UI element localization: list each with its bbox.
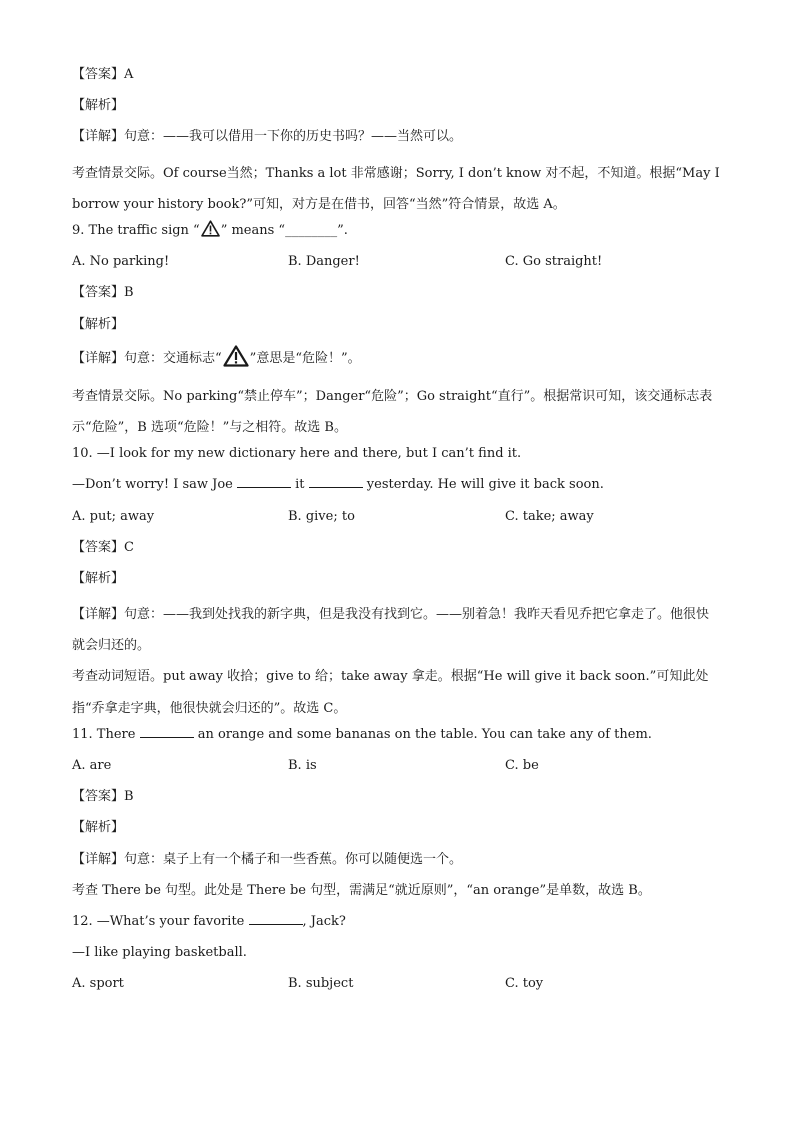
q11-stem — [72, 724, 722, 755]
detail-tag: 【详解】 — [72, 350, 125, 366]
option-a: A. sport — [72, 976, 124, 992]
q10-options — [72, 506, 722, 537]
answer-tag: 【答案】 — [72, 789, 125, 805]
q9-detail-prefix: 句意：交通标志“ — [124, 350, 222, 366]
answer-tag: 【答案】 — [72, 285, 125, 301]
q10-stem-part: yesterday. He will give it back soon. — [362, 477, 604, 493]
q9-answer-line — [72, 282, 722, 313]
option-b: B. Danger! — [288, 254, 360, 270]
q10-stem-part: —Don’t worry! I saw Joe — [72, 477, 238, 493]
answer-value: A — [124, 67, 134, 82]
answer-blank — [309, 474, 363, 488]
q10-stem-line2 — [72, 474, 722, 505]
q12-stem-line2: —I like playing basketball. — [72, 945, 247, 961]
option-b: B. give; to — [288, 508, 355, 524]
q12-options — [72, 973, 722, 1004]
q11-explanation: 考查 There be 句型。此处是 There be 句型，需满足“就近原则”，“an orange”是单数，故选 B。 — [72, 882, 651, 898]
answer-tag: 【答案】 — [72, 539, 125, 555]
q9-analysis-line — [72, 314, 722, 345]
option-a: A. put; away — [72, 508, 155, 524]
q8-answer-line — [72, 64, 722, 95]
q10-explanation: 考查动词短语。put away 收拾；give to 给；take away 拿走。根据“He will give it back soon.”可知此处指“乔拿走字典，他很快就会归还的”。故选 C。 — [72, 669, 709, 716]
q9-detail-line — [72, 345, 722, 381]
detail-tag: 【详解】 — [72, 607, 125, 623]
q9-stem — [72, 220, 722, 251]
analysis-tag: 【解析】 — [72, 820, 125, 836]
answer-blank — [237, 474, 291, 488]
document-page — [72, 64, 722, 1005]
option-c: C. toy — [505, 976, 544, 992]
analysis-tag: 【解析】 — [72, 316, 125, 332]
option-b: B. subject — [288, 976, 354, 992]
q11-stem-part: 11. There — [72, 726, 140, 742]
warning-triangle-icon — [223, 345, 249, 377]
detail-tag: 【详解】 — [72, 129, 125, 145]
answer-value: C — [124, 539, 134, 555]
q8-detail-line — [72, 126, 722, 157]
q11-detail-line — [72, 849, 722, 880]
option-a: A. No parking! — [72, 254, 170, 270]
option-b: B. is — [288, 758, 317, 774]
q11-answer-line — [72, 786, 722, 817]
q9-options — [72, 251, 722, 282]
q9-detail-suffix: ”意思是“危险！”。 — [249, 350, 361, 366]
q10-stem-line1: 10. —I look for my new dictionary here and there, but I can’t find it. — [72, 446, 522, 462]
q11-analysis-line — [72, 817, 722, 848]
detail-text: 句意：——我到处找我的新字典，但是我没有找到它。——别着急！我昨天看见乔把它拿走了。他很快就会归还的。 — [72, 607, 710, 654]
answer-value: B — [124, 285, 134, 301]
q9-explanation: 考查情景交际。No parking“禁止停车”；Danger“危险”；Go straight“直行”。根据常识可知，该交通标志表示“危险”，B 选项“危险！”与之相符。故选 B。 — [72, 388, 713, 435]
option-c: C. be — [505, 758, 539, 774]
q10-analysis-line — [72, 568, 722, 599]
q12-stem-part: , Jack? — [302, 914, 346, 929]
q10-stem-part: it — [291, 477, 309, 493]
answer-blank — [249, 911, 303, 925]
detail-text: 句意：——我可以借用一下你的历史书吗？——当然可以。 — [124, 129, 463, 145]
analysis-tag: 【解析】 — [72, 570, 125, 586]
q8-analysis-line — [72, 95, 722, 126]
q11-stem-part: an orange and some bananas on the table. You can take any of them. — [193, 726, 652, 742]
option-a: A. are — [72, 758, 112, 774]
detail-tag: 【详解】 — [72, 851, 125, 867]
warning-triangle-icon — [201, 220, 220, 245]
option-c: C. Go straight! — [505, 254, 603, 270]
analysis-tag: 【解析】 — [72, 98, 125, 114]
detail-text: 句意：桌子上有一个橘子和一些香蕉。你可以随便选一个。 — [124, 851, 463, 867]
q9-stem-prefix: 9. The traffic sign “ — [72, 222, 200, 238]
q8-explanation: 考查情景交际。Of course当然；Thanks a lot 非常感谢；Sorry, I don’t know 对不起，不知道。根据“May I borrow your history book?”可知，对方是在借书，回答“当然”符合情景，故选 A。 — [72, 165, 720, 212]
option-c: C. take; away — [505, 508, 594, 524]
q10-answer-line — [72, 537, 722, 568]
answer-blank — [140, 724, 194, 738]
answer-value: B — [124, 789, 134, 805]
q12-stem-part: 12. —What’s your favorite — [72, 914, 249, 929]
q10-detail-line — [72, 599, 722, 661]
q9-stem-suffix: ” means “________”. — [220, 222, 348, 238]
q11-options — [72, 755, 722, 786]
answer-tag: 【答案】 — [72, 67, 125, 82]
q12-stem — [72, 911, 722, 942]
